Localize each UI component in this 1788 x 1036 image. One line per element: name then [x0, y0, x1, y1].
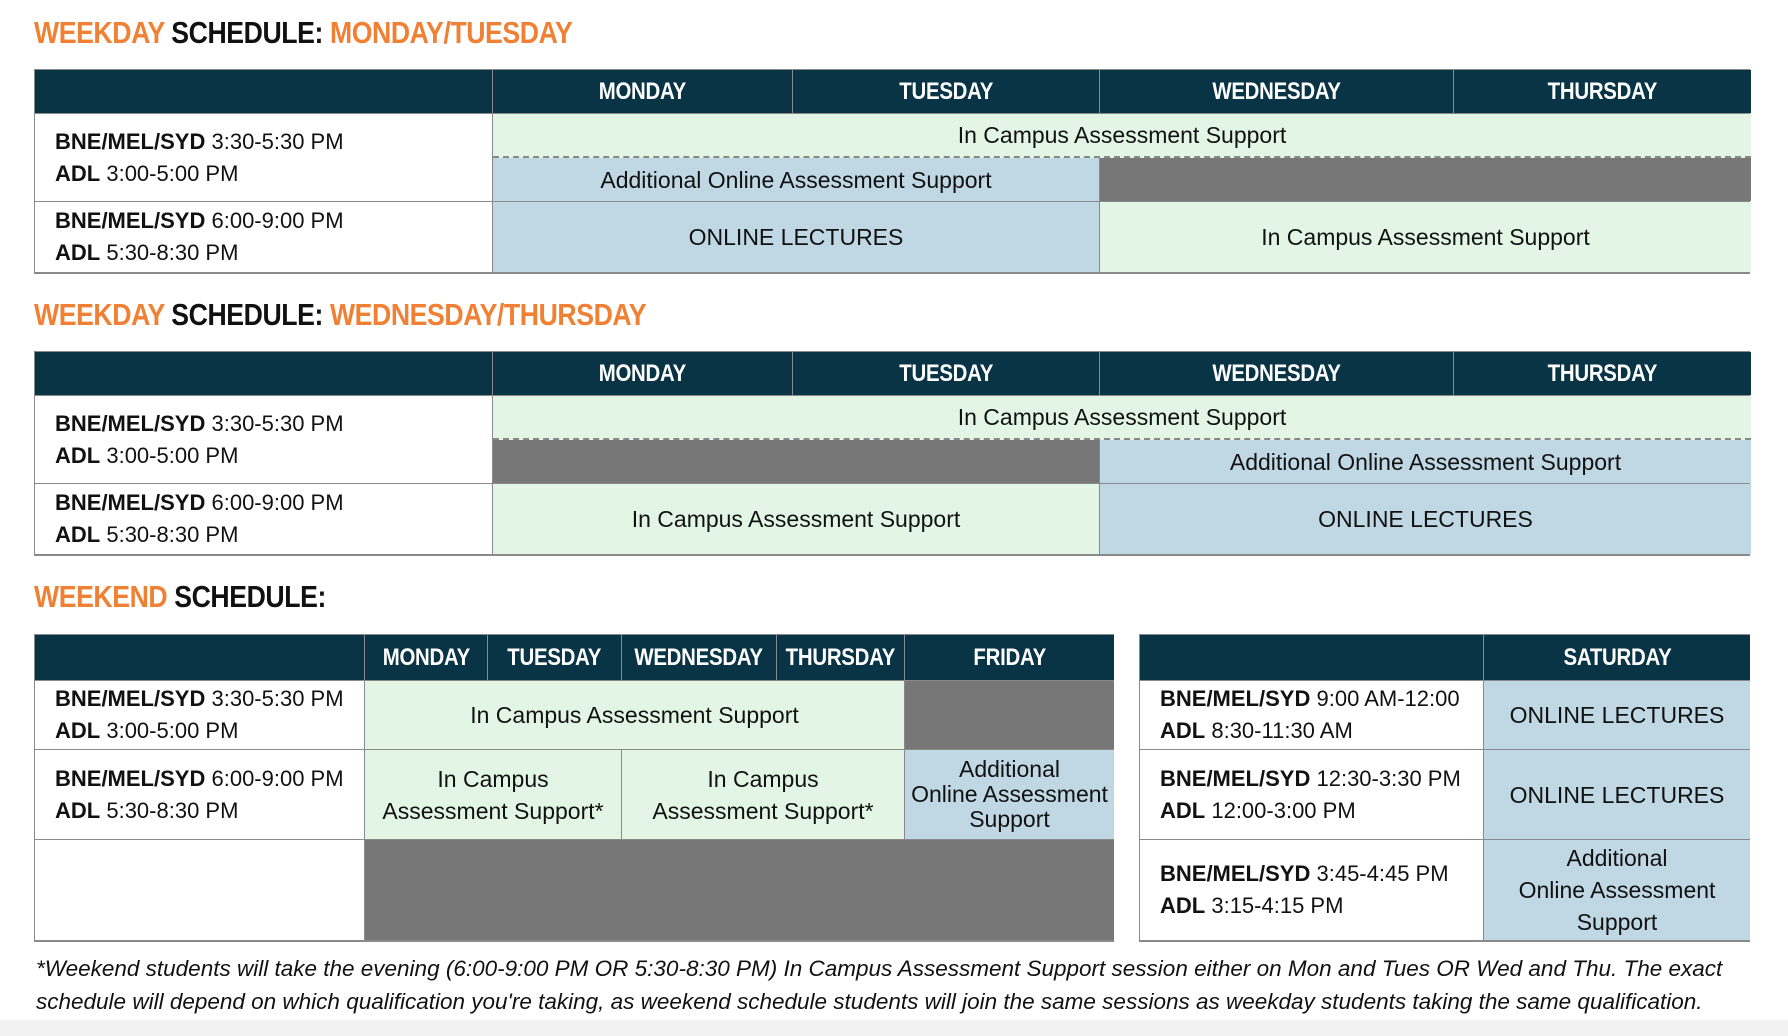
header-tuesday: TUESDAY	[488, 635, 621, 680]
header-wednesday: WEDNESDAY	[622, 635, 776, 680]
header-friday: FRIDAY	[905, 635, 1114, 680]
header-saturday: SATURDAY	[1484, 635, 1750, 680]
header-thursday: THURSDAY	[777, 635, 904, 680]
header-tuesday: TUESDAY	[793, 70, 1099, 113]
title-schedule: SCHEDULE:	[164, 297, 330, 332]
header-tuesday: TUESDAY	[793, 352, 1099, 395]
in-campus-support-wed-thu: In Campus Assessment Support*	[622, 750, 904, 839]
title-schedule: SCHEDULE:	[167, 579, 326, 614]
time-slot-evening: BNE/MEL/SYD 6:00-9:00 PM ADL 5:30-8:30 PM	[35, 202, 492, 272]
header-monday: MONDAY	[365, 635, 487, 680]
title-weekday: WEEKDAY	[34, 15, 165, 50]
online-lectures: ONLINE LECTURES	[1484, 750, 1750, 839]
header-thursday: THURSDAY	[1454, 352, 1751, 395]
title-days: WEDNESDAY/THURSDAY	[329, 297, 647, 332]
time-slot-early: BNE/MEL/SYD 3:30-5:30 PM ADL 3:00-5:00 PM	[35, 681, 364, 749]
time-slot-empty	[35, 840, 364, 940]
header-wednesday: WEDNESDAY	[1100, 70, 1453, 113]
additional-online-support: Additional Online Assessment Support	[1100, 440, 1751, 483]
no-session-block	[493, 440, 1099, 483]
online-lectures: ONLINE LECTURES	[1484, 681, 1750, 749]
time-slot-early: BNE/MEL/SYD 3:30-5:30 PM ADL 3:00-5:00 PM	[35, 396, 492, 483]
no-session-block	[365, 840, 1114, 940]
in-campus-support: In Campus Assessment Support	[1100, 202, 1751, 272]
header-thursday: THURSDAY	[1454, 70, 1751, 113]
additional-online-support: Additional Online Assessment Support	[493, 158, 1099, 201]
no-session-block	[1100, 158, 1751, 201]
time-slot-early: BNE/MEL/SYD 3:30-5:30 PM ADL 3:00-5:00 PM	[35, 114, 492, 201]
header-blank	[35, 70, 492, 113]
section-title-weekend	[34, 579, 326, 615]
additional-online-support: Additional Online Assessment Support	[905, 750, 1114, 839]
header-blank	[1140, 635, 1483, 680]
title-weekday: WEEKDAY	[34, 297, 165, 332]
in-campus-support-mon-tue: In Campus Assessment Support*	[365, 750, 621, 839]
header-wednesday: WEDNESDAY	[1100, 352, 1453, 395]
online-lectures: ONLINE LECTURES	[493, 202, 1099, 272]
schedule-table-monday-tuesday	[34, 69, 1750, 274]
time-slot-evening: BNE/MEL/SYD 6:00-9:00 PM ADL 5:30-8:30 PM	[35, 750, 364, 839]
footnote: *Weekend students will take the evening (6:00-9:00 PM OR 5:30-8:30 PM) In Campus Assessment Support session either on Mon and Tues OR Wed and Thu. The exact schedule will depend on which qualification you're taking, as weekend schedule students will join the same sessions as weekday students taking the same qualification.	[36, 956, 1723, 1014]
title-weekend: WEEKEND	[34, 579, 168, 614]
time-slot-late-afternoon: BNE/MEL/SYD 3:45-4:45 PM ADL 3:15-4:15 PM	[1140, 840, 1483, 940]
section-title-monday-tuesday	[34, 15, 572, 51]
schedule-table-wednesday-thursday	[34, 351, 1750, 556]
header-blank	[35, 635, 364, 680]
in-campus-support: In Campus Assessment Support	[493, 396, 1751, 440]
time-slot-afternoon: BNE/MEL/SYD 12:30-3:30 PM ADL 12:00-3:00 PM	[1140, 750, 1483, 839]
time-slot-evening: BNE/MEL/SYD 6:00-9:00 PM ADL 5:30-8:30 PM	[35, 484, 492, 554]
schedule-table-saturday	[1139, 634, 1750, 942]
title-days: MONDAY/TUESDAY	[329, 15, 573, 50]
no-session-block	[905, 681, 1114, 749]
online-lectures: ONLINE LECTURES	[1100, 484, 1751, 554]
section-title-wednesday-thursday	[34, 297, 646, 333]
header-monday: MONDAY	[493, 70, 792, 113]
header-monday: MONDAY	[493, 352, 792, 395]
title-schedule: SCHEDULE:	[164, 15, 330, 50]
page-bottom-strip	[0, 1020, 1788, 1036]
schedule-table-weekend	[34, 634, 1114, 942]
in-campus-support: In Campus Assessment Support	[493, 114, 1751, 158]
additional-online-support: Additional Online Assessment Support	[1484, 840, 1750, 940]
time-slot-morning: BNE/MEL/SYD 9:00 AM-12:00 ADL 8:30-11:30 AM	[1140, 681, 1483, 749]
in-campus-support: In Campus Assessment Support	[493, 484, 1099, 554]
in-campus-support: In Campus Assessment Support	[365, 681, 904, 749]
header-blank	[35, 352, 492, 395]
